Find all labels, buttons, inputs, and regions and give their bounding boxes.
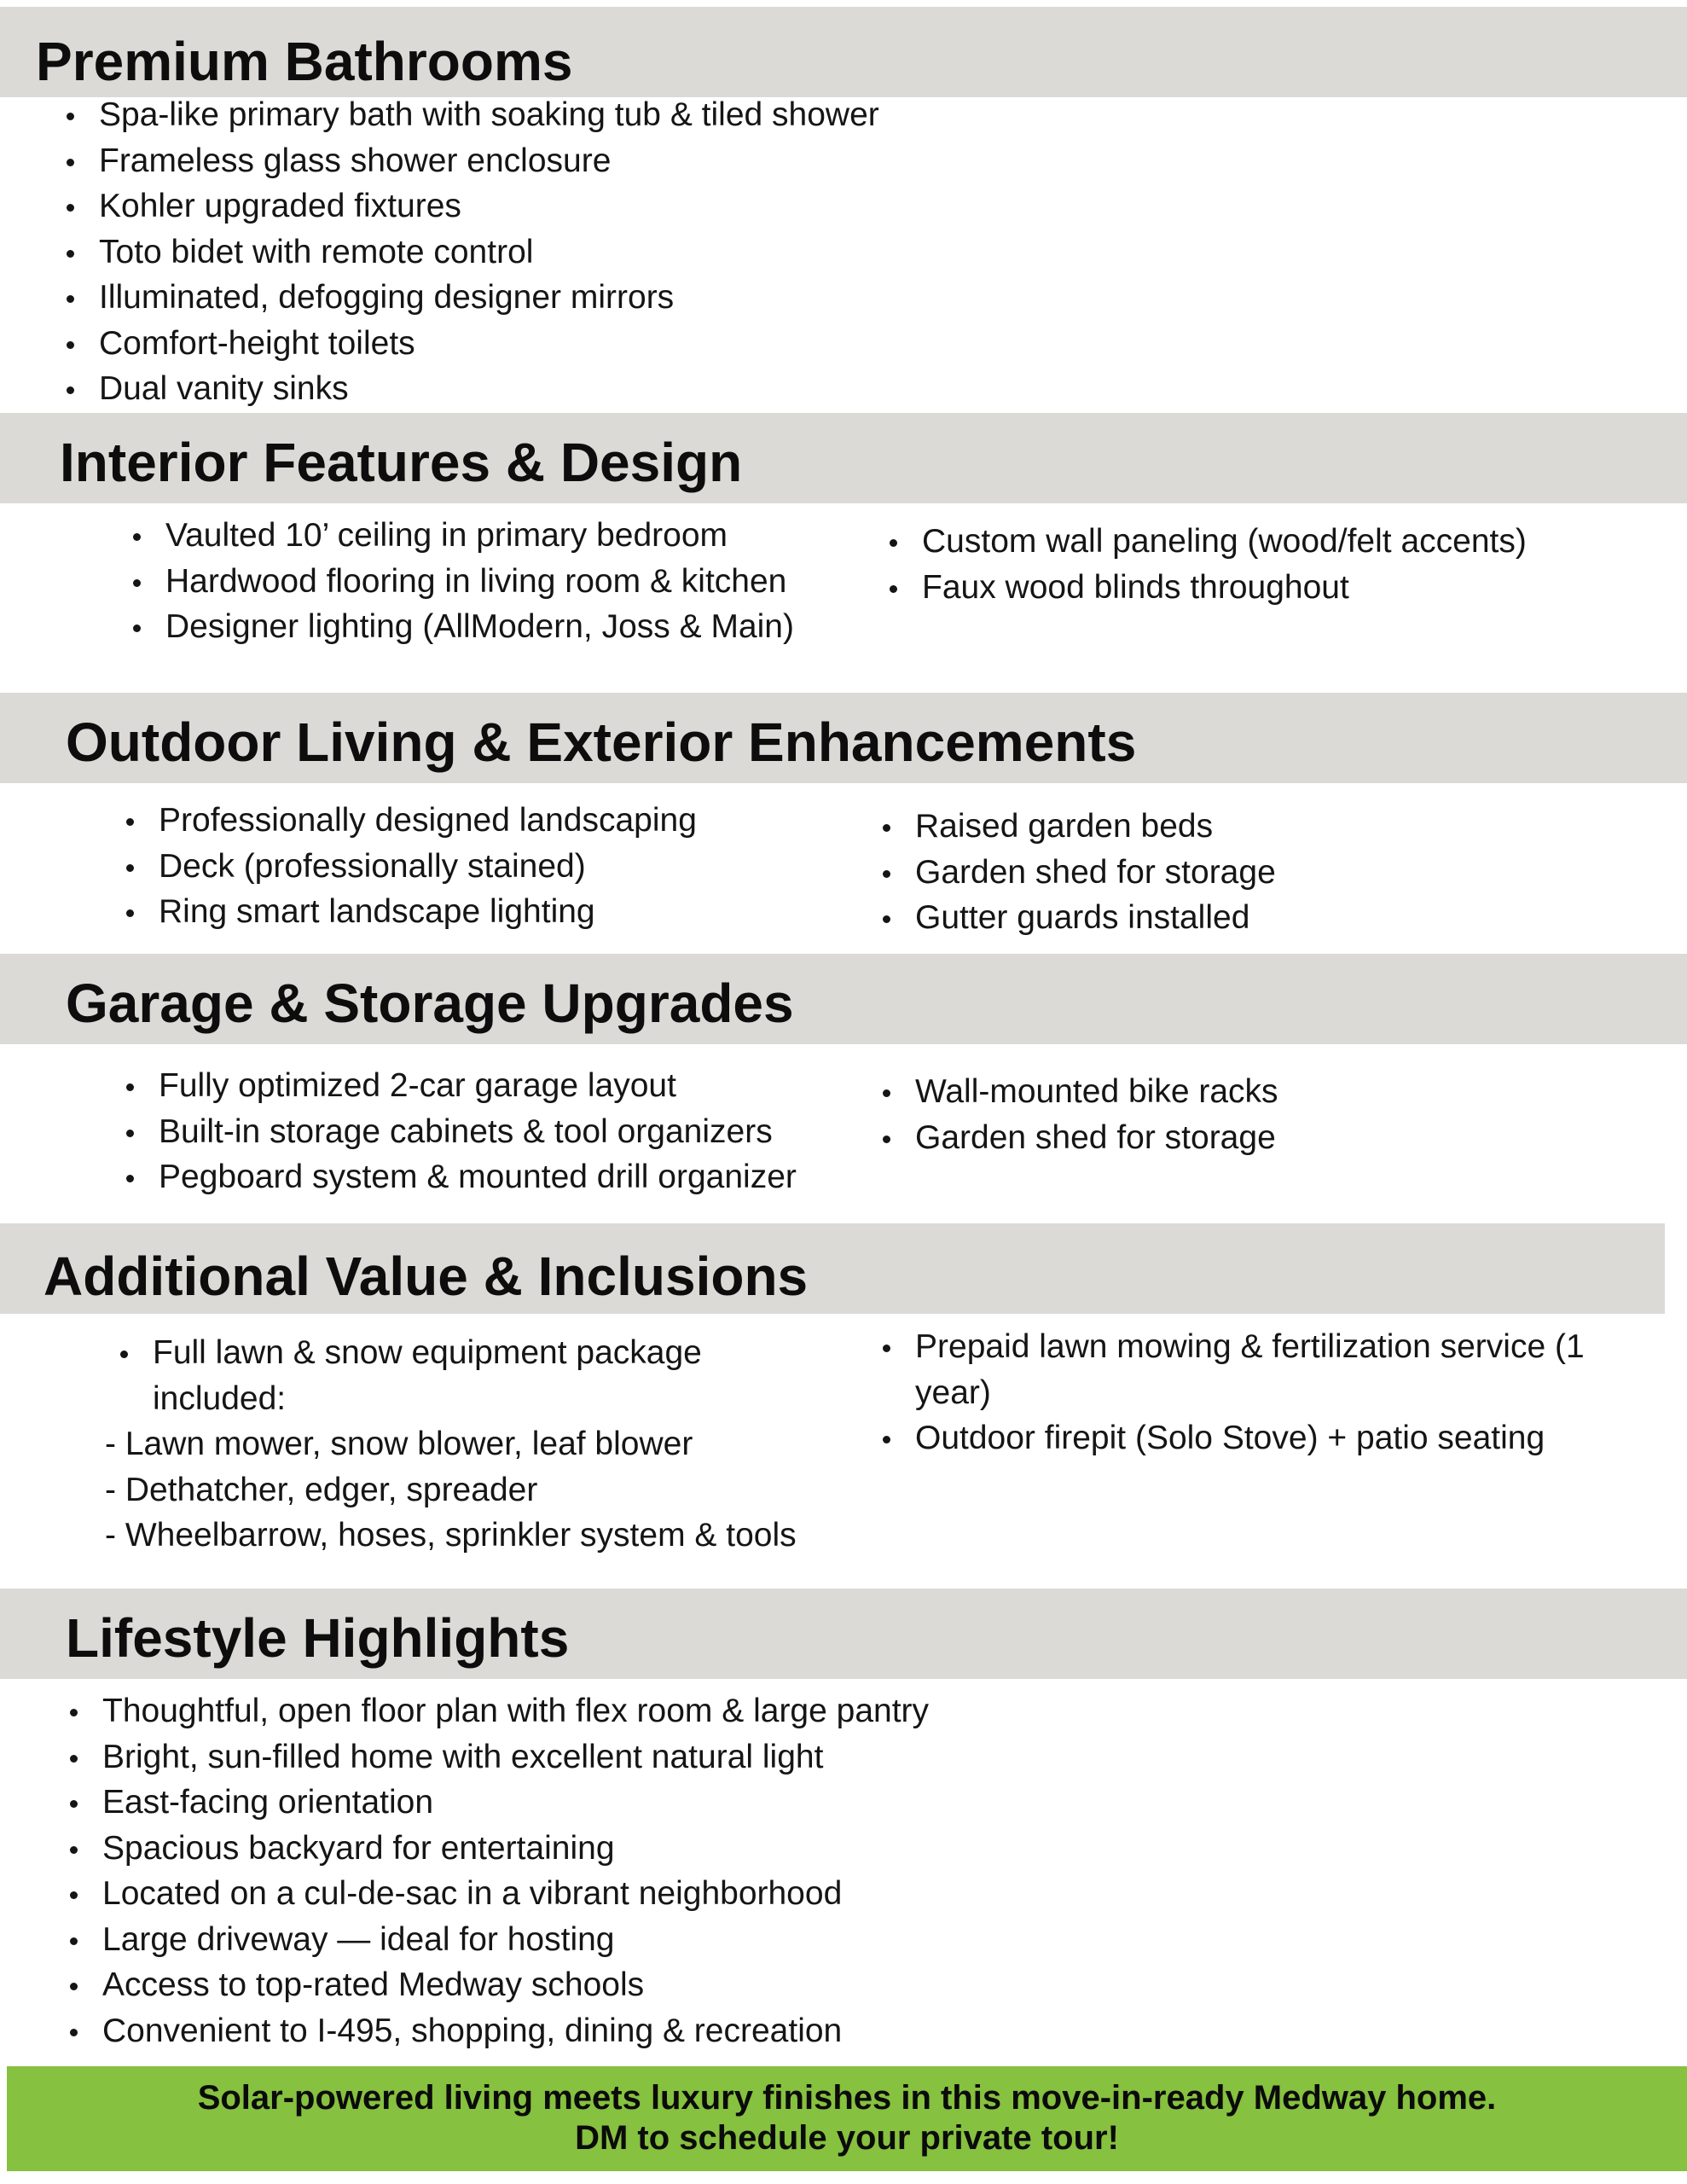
- list-item: Spa-like primary bath with soaking tub & tiled shower: [61, 92, 879, 138]
- list-item: Deck (professionally stained): [121, 844, 697, 890]
- list-item: Fully optimized 2-car garage layout: [121, 1063, 797, 1109]
- section-header-lifestyle: [0, 1589, 1687, 1679]
- list-item: Frameless glass shower enclosure: [61, 138, 879, 184]
- list-item: Faux wood blinds throughout: [884, 565, 1527, 611]
- additional-list-left: [115, 1330, 716, 1421]
- garage-list-left: [121, 1063, 797, 1200]
- list-item: Outdoor firepit (Solo Stove) + patio seating: [878, 1415, 1589, 1461]
- section-title-interior: Interior Features & Design: [60, 432, 743, 493]
- section-title-lifestyle: Lifestyle Highlights: [66, 1607, 570, 1669]
- list-item: Toto bidet with remote control: [61, 229, 879, 276]
- section-title-additional: Additional Value & Inclusions: [43, 1246, 809, 1307]
- list-item: Garden shed for storage: [878, 850, 1276, 896]
- list-item: Thoughtful, open floor plan with flex room & large pantry: [65, 1688, 929, 1734]
- list-item: Convenient to I-495, shopping, dining & recreation: [65, 2008, 929, 2054]
- list-item: Ring smart landscape lighting: [121, 889, 697, 935]
- list-item: Vaulted 10’ ceiling in primary bedroom: [128, 513, 794, 559]
- list-item: Located on a cul-de-sac in a vibrant neighborhood: [65, 1871, 929, 1917]
- list-item: Pegboard system & mounted drill organizer: [121, 1154, 797, 1200]
- list-item: Raised garden beds: [878, 804, 1276, 850]
- section-title-bathrooms: Premium Bathrooms: [36, 31, 573, 92]
- sub-item: - Dethatcher, edger, spreader: [105, 1471, 538, 1508]
- list-item: Designer lighting (AllModern, Joss & Main): [128, 604, 794, 650]
- section-header-additional: [0, 1223, 1665, 1314]
- list-item: Comfort-height toilets: [61, 321, 879, 367]
- list-item: Built-in storage cabinets & tool organizers: [121, 1109, 797, 1155]
- additional-sublist: [105, 1421, 797, 1559]
- list-item: Wall-mounted bike racks: [878, 1069, 1278, 1115]
- section-header-garage: [0, 954, 1687, 1044]
- list-item: Prepaid lawn mowing & fertilization service (1 year): [878, 1324, 1589, 1415]
- interior-list-right: [884, 519, 1527, 610]
- list-item: Bright, sun-filled home with excellent natural light: [65, 1734, 929, 1780]
- section-header-bathrooms: [0, 7, 1687, 97]
- section-title-garage: Garage & Storage Upgrades: [66, 973, 794, 1034]
- list-item: Professionally designed landscaping: [121, 798, 697, 844]
- additional-list-right: [878, 1324, 1589, 1461]
- list-item: Full lawn & snow equipment package included:: [115, 1330, 716, 1421]
- sub-item: - Wheelbarrow, hoses, sprinkler system & tools: [105, 1517, 797, 1554]
- list-item: Large driveway — ideal for hosting: [65, 1917, 929, 1963]
- list-item: Illuminated, defogging designer mirrors: [61, 275, 879, 321]
- list-item: Garden shed for storage: [878, 1115, 1278, 1161]
- list-item: Hardwood flooring in living room & kitchen: [128, 559, 794, 605]
- garage-list-right: [878, 1069, 1278, 1160]
- outdoor-list-left: [121, 798, 697, 935]
- section-title-outdoor: Outdoor Living & Exterior Enhancements: [66, 712, 1137, 773]
- list-item: Dual vanity sinks: [61, 366, 879, 412]
- lifestyle-list: [65, 1688, 929, 2053]
- list-item: Kohler upgraded fixtures: [61, 183, 879, 229]
- list-item: Custom wall paneling (wood/felt accents): [884, 519, 1527, 565]
- list-item: East-facing orientation: [65, 1780, 929, 1826]
- list-item: Access to top-rated Medway schools: [65, 1962, 929, 2008]
- cta-banner: [7, 2066, 1687, 2171]
- bathrooms-list: [61, 92, 879, 412]
- cta-line-1: Solar-powered living meets luxury finishes in this move-in-ready Medway home.: [197, 2079, 1497, 2117]
- section-header-interior: [0, 413, 1687, 503]
- cta-line-2: DM to schedule your private tour!: [575, 2119, 1119, 2157]
- outdoor-list-right: [878, 804, 1276, 941]
- list-item: Gutter guards installed: [878, 895, 1276, 941]
- list-item: Spacious backyard for entertaining: [65, 1826, 929, 1872]
- interior-list-left: [128, 513, 794, 650]
- section-header-outdoor: [0, 693, 1687, 783]
- sub-item: - Lawn mower, snow blower, leaf blower: [105, 1426, 693, 1462]
